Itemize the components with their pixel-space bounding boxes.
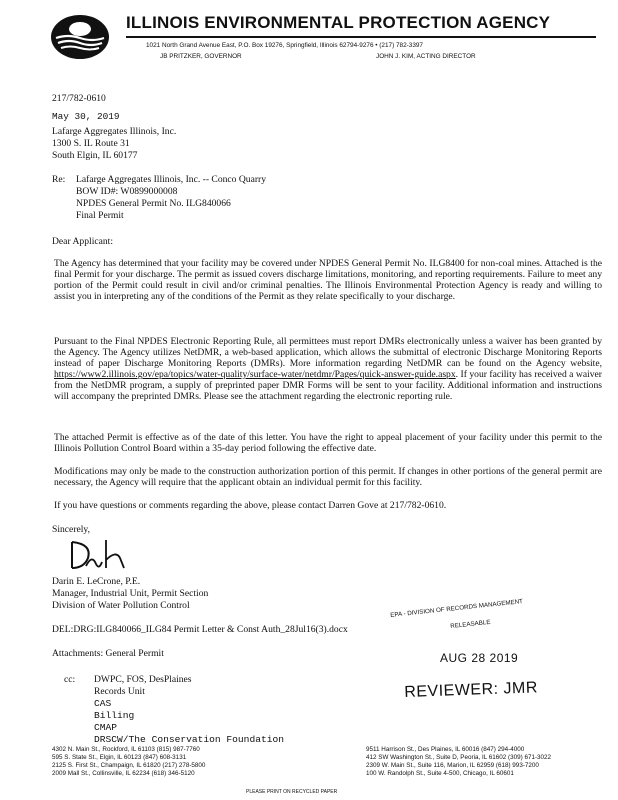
cc-item: DRSCW/The Conservation Foundation bbox=[94, 734, 284, 745]
signer-division: Division of Water Pollution Control bbox=[52, 600, 190, 611]
file-reference: DEL:DRG:ILG840066_ILG84 Permit Letter & Const Auth_28Jul16(3).docx bbox=[52, 624, 348, 635]
header-divider bbox=[126, 36, 596, 38]
attachments-line: Attachments: General Permit bbox=[52, 648, 164, 659]
closing: Sincerely, bbox=[52, 524, 91, 535]
cc-label: cc: bbox=[64, 674, 76, 685]
re-line-final-permit: Final Permit bbox=[76, 210, 124, 221]
paragraph-coverage: The Agency has determined that your facility may be covered under NPDES General Permit No. ILG8400 for non-coal mines. Attached is the final Permit for your discharge. The permit as issued covers discharge limitations, monitoring, and reporting requirements. Failure to meet any portion of the Permit could result in civil and/or criminal penalties. The Illinois Environmental Protection Agency is ready and willing to assist you in interpreting any of the conditions of the Permit as they relate specifically to your discharge. bbox=[54, 258, 602, 303]
recipient-street: 1300 S. IL Route 31 bbox=[52, 138, 130, 149]
salutation: Dear Applicant: bbox=[52, 236, 114, 247]
reviewer-stamp: REVIEWER: JMR bbox=[404, 679, 539, 701]
cc-item: Records Unit bbox=[94, 686, 145, 697]
cc-item: DWPC, FOS, DesPlaines bbox=[94, 674, 192, 685]
netdmr-link[interactable]: https://www2.illinois.gov/epa/topics/water-quality/surface-water/netdmr/Pages/quick-answer-guide.aspx bbox=[54, 369, 456, 381]
letter-date: May 30, 2019 bbox=[52, 111, 120, 122]
recycled-paper-note: PLEASE PRINT ON RECYCLED PAPER bbox=[246, 789, 338, 795]
paragraph-modifications: Modifications may only be made to the construction authorization portion of this permit. If changes in other portions of the general permit are necessary, the Agency will require that the applicant obtain an individual permit for this facility. bbox=[54, 466, 602, 489]
releasable-stamp: RELEASABLE bbox=[450, 618, 491, 630]
cc-item: CMAP bbox=[94, 722, 118, 733]
governor-name: JB PRITZKER, GOVERNOR bbox=[160, 53, 242, 60]
agency-address: 1021 North Grand Avenue East, P.O. Box 19276, Springfield, Illinois 62794-9276 • (217) 782-3397 bbox=[146, 42, 423, 49]
recipient-city: South Elgin, IL 60177 bbox=[52, 150, 138, 161]
re-line-bow-id: BOW ID#: W0899000008 bbox=[76, 186, 178, 197]
recipient-name: Lafarge Aggregates Illinois, Inc. bbox=[52, 126, 177, 137]
cc-item: CAS bbox=[94, 698, 112, 709]
paragraph-netdmr: Pursuant to the Final NPDES Electronic Reporting Rule, all permittees must report DMRs electronically unless a waiver has been granted by the Agency. The Agency utilizes NetDMR, a web-based application, which allows the submittal of electronic Discharge Monitoring Reports instead of paper Discharge Monitoring Reports (DMRs). More information regarding NetDMR can be found on the Agency website, https://www2.illinois.gov/epa/topics/water-quality/surface-water/netdmr/Pages/quick-answer-guide.aspx. If your facility has received a waiver from the NetDMR program, a supply of preprinted paper DMR Forms will be sent to your facility. Additional information and instructions will accompany the preprinted DMRs. Please see the attachment regarding the electronic reporting rule. bbox=[54, 336, 602, 403]
phone-reference: 217/782-0610 bbox=[52, 93, 106, 104]
director-name: JOHN J. KIM, ACTING DIRECTOR bbox=[376, 53, 476, 60]
re-line-permit-no: NPDES General Permit No. ILG840066 bbox=[76, 198, 231, 209]
records-management-stamp: EPA - DIVISION OF RECORDS MANAGEMENT bbox=[390, 598, 524, 619]
footer-offices-left: 4302 N. Main St., Rockford, IL 61103 (815) 987-7760 595 S. State St., Elgin, IL 60123 (847) 608-3131 2125 S. First St., Champaign, IL 61820 (217) 278-5800 2009 Mall St., Collinsville, IL 62234 (618) 346-5120 bbox=[52, 746, 206, 777]
signer-name: Darin E. LeCrone, P.E. bbox=[52, 576, 141, 587]
paragraph-contact: If you have questions or comments regarding the above, please contact Darren Gove at 217/782-0610. bbox=[54, 500, 447, 511]
handwritten-signature bbox=[66, 536, 130, 572]
re-label: Re: bbox=[52, 174, 66, 185]
cc-item: Billing bbox=[94, 710, 135, 721]
signer-title: Manager, Industrial Unit, Permit Section bbox=[52, 588, 209, 599]
agency-name: ILLINOIS ENVIRONMENTAL PROTECTION AGENCY bbox=[126, 13, 551, 32]
received-date-stamp: AUG 28 2019 bbox=[440, 651, 519, 665]
re-line-facility: Lafarge Aggregates Illinois, Inc. -- Conco Quarry bbox=[76, 174, 267, 185]
footer-offices-right: 9511 Harrison St., Des Plaines, IL 60016 (847) 294-4000 412 SW Washington St., Suite D, Peoria, IL 61602 (309) 671-3022 2309 W. Main St., Suite 116, Marion, IL 62959 (618) 993-7200 100 W. Randolph St., Suite 4-500, Chicago, IL 60601 bbox=[366, 746, 552, 777]
iepa-seal-icon bbox=[50, 14, 110, 60]
paragraph-effective-date: The attached Permit is effective as of the date of this letter. You have the right to appeal placement of your facility under this permit to the Illinois Pollution Control Board within a 35-day period following the effective date. bbox=[54, 432, 602, 455]
